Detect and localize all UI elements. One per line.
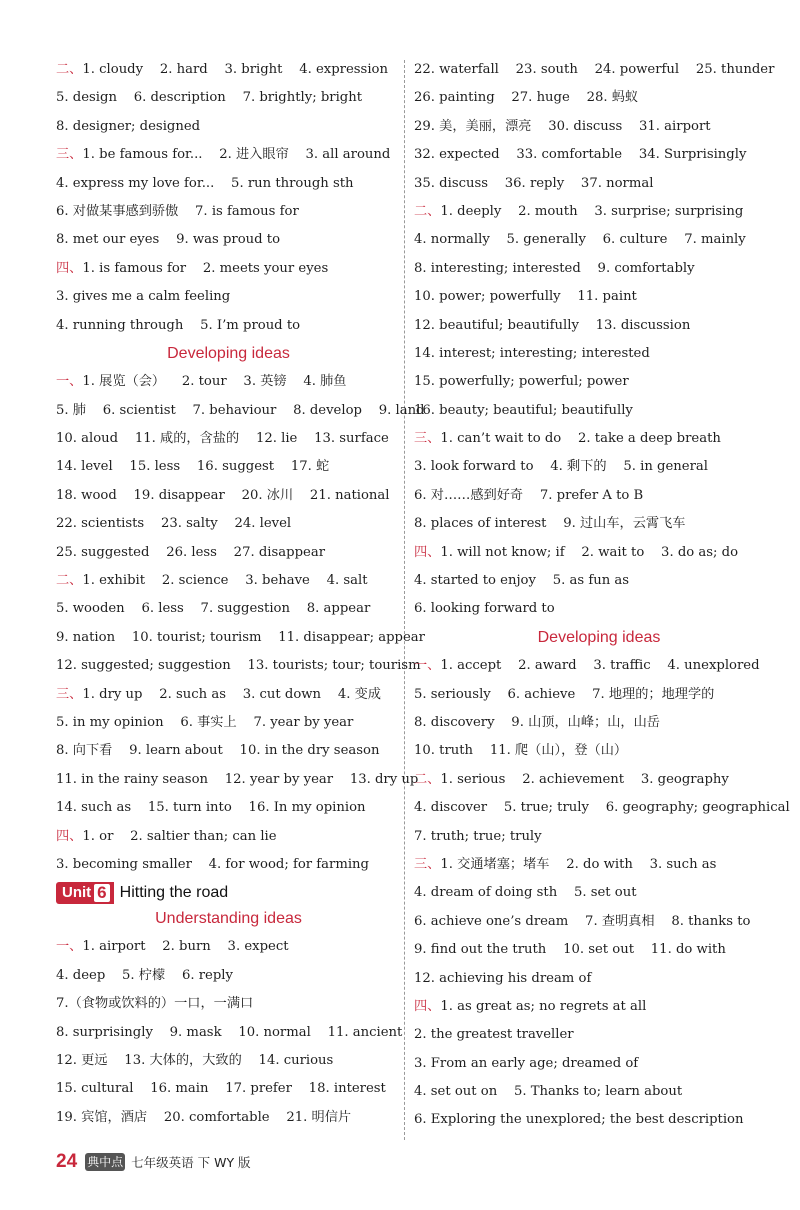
unit-number: 6 [94,884,109,902]
answer-block-right-bottom [414,652,790,1135]
answer-text: 12. 更远 13. 大体的，大致的 14. curious [56,1052,334,1068]
answer-line [56,453,401,481]
answer-text: 1. 交通堵塞；堵车 2. do with 3. such as [440,856,717,872]
unit-header [56,881,401,905]
answer-text: 22. scientists 23. salty 24. level [56,516,292,532]
section-marker: 二、 [56,62,83,77]
answer-text: 9. nation 10. tourist; tourism 11. disappear; appear [56,629,425,645]
answer-block-left-bottom [56,933,401,1132]
unit-title: Hitting the road [119,884,229,902]
answer-line [414,936,784,964]
right-column [414,56,790,1135]
section-marker: 三、 [414,856,441,872]
answer-line [56,1019,401,1047]
answer-line [56,1075,401,1103]
answer-text: 1. serious 2. achievement 3. geography [440,771,729,787]
answer-line [56,595,401,623]
answer-text: 22. waterfall 23. south 24. powerful 25. thunder [414,62,775,77]
answer-line [414,1050,784,1078]
section-marker: 四、 [414,998,441,1014]
column-divider [404,60,405,1140]
answer-text: 8. places of interest 9. 过山车，云霄飞车 [414,516,686,532]
answer-line [56,962,401,990]
answer-line [56,312,401,340]
answer-line [414,879,784,907]
section-marker: 二、 [56,573,83,589]
section-heading-developing-ideas-right: Developing ideas [537,628,661,646]
answer-line [414,1078,784,1106]
answer-text: 1. airport 2. burn 3. expect [82,939,289,955]
book-info: 七年级英语 下 WY 版 [131,1155,251,1170]
answer-text: 6. Exploring the unexplored; the best description [414,1112,744,1128]
answer-line [414,84,784,112]
answer-line [56,766,419,794]
page-number: 24 [56,1151,78,1172]
answer-text: 6. 对……感到好奇 7. prefer A to B [414,487,644,503]
section-heading-understanding-ideas: Understanding ideas [155,910,302,928]
answer-line [414,453,784,481]
answer-line [414,908,784,936]
answer-line [56,933,401,961]
answer-line [414,1021,784,1049]
answer-text: 15. powerfully; powerful; power [414,374,629,390]
answer-line [414,198,784,226]
answer-text: 1. can’t wait to do 2. take a deep breath [440,431,721,447]
answer-line [414,965,784,993]
answer-line [414,595,784,623]
section-marker: 四、 [414,544,441,560]
answer-text: 4. started to enjoy 5. as fun as [414,573,630,589]
answer-text: 11. in the rainy season 12. year by year 13. dry up [56,771,419,787]
answer-line [56,283,401,311]
section-marker: 二、 [414,203,441,219]
answer-block-left-mid [56,368,425,879]
left-column [56,56,425,1132]
answer-line [414,681,784,709]
answer-text: 7. truth; true; truly [414,828,542,844]
answer-line [56,624,425,652]
answer-text: 6. looking forward to [414,601,555,617]
answer-line [414,255,784,283]
answer-text: 14. interest; interesting; interested [414,345,650,361]
answer-text: 4. discover 5. true; truly 6. geography; geographical [414,800,790,816]
answer-line [414,1106,784,1134]
section-marker: 一、 [56,374,83,390]
answer-text: 3. look forward to 4. 剩下的 5. in general [414,459,708,475]
answer-text: 25. suggested 26. less 27. disappear [56,544,325,560]
answer-text: 4. express my love for... 5. run through sth [56,175,354,191]
answer-text: 14. level 15. less 16. suggest 17. 蛇 [56,459,330,475]
answer-line [414,482,784,510]
answer-line [56,1104,401,1132]
answer-text: 3. gives me a calm feeling [56,289,231,305]
answer-text: 29. 美，美丽，漂亮 30. discuss 31. airport [414,118,711,134]
section-heading-developing-ideas-left: Developing ideas [167,344,290,362]
answer-line [414,766,784,794]
answer-text: 3. From an early age; dreamed of [414,1055,639,1071]
answer-line [414,283,784,311]
answer-line [414,737,784,765]
answer-text: 19. 宾馆，酒店 20. comfortable 21. 明信片 [56,1109,352,1125]
answer-line [56,84,401,112]
section-marker: 三、 [414,431,441,447]
answer-line [414,113,784,141]
answer-text: 1. exhibit 2. science 3. behave 4. salt [82,573,368,589]
answer-line [56,56,401,84]
answer-line [414,851,784,879]
answer-text: 5. 肺 6. scientist 7. behaviour 8. develop 9. land [56,402,425,418]
answer-line [56,1047,401,1075]
unit-badge [56,882,114,904]
answer-text: 35. discuss 36. reply 37. normal [414,175,654,191]
answer-text: 5. design 6. description 7. brightly; bright [56,90,363,106]
answer-line [414,993,784,1021]
answer-line [56,255,401,283]
answer-text: 1. accept 2. award 3. traffic 4. unexplored [440,658,760,674]
answer-line [414,170,784,198]
answer-line [56,510,401,538]
answer-text: 1. is famous for 2. meets your eyes [82,260,329,276]
answer-text: 10. truth 11. 爬（山），登（山） [414,743,628,759]
answer-line [414,510,784,538]
answer-line [414,56,784,84]
answer-text: 10. power; powerfully 11. paint [414,289,637,305]
answer-text: 15. cultural 16. main 17. prefer 18. interest [56,1081,386,1097]
section-marker: 四、 [56,260,83,276]
answer-line [56,141,401,169]
answer-text: 8. interesting; interested 9. comfortably [414,260,695,276]
section-marker: 三、 [56,147,83,163]
answer-line [56,539,401,567]
answer-text: 12. suggested; suggestion 13. tourists; tour; tourism [56,658,421,674]
section-marker: 二、 [414,771,441,787]
answer-text: 5. in my opinion 6. 事实上 7. year by year [56,714,354,730]
answer-line [56,567,401,595]
answer-text: 1. or 2. saltier than; can lie [82,828,277,844]
answer-line [56,709,401,737]
answer-line [56,681,401,709]
answer-line [56,368,401,396]
answer-text: 3. becoming smaller 4. for wood; for farming [56,856,369,872]
section-marker: 三、 [56,686,83,702]
answer-line [414,226,784,254]
answer-block-right-top [414,56,784,624]
answer-line [414,539,784,567]
answer-block-left-top [56,56,401,340]
publisher-logo: 典中点 [87,1155,124,1169]
answer-text: 12. beautiful; beautifully 13. discussion [414,317,691,333]
answer-line [56,851,401,879]
answer-text: 1. be famous for... 2. 进入眼帘 3. all around [82,147,391,163]
answer-text: 8. met our eyes 9. was proud to [56,232,281,248]
answer-line [56,990,401,1018]
answer-line [414,397,784,425]
answer-line [56,397,425,425]
answer-line [414,709,784,737]
answer-text: 5. wooden 6. less 7. suggestion 8. appear [56,601,371,617]
answer-text: 1. will not know; if 2. wait to 3. do as; do [440,544,739,560]
answer-line [56,113,401,141]
page-footer [56,1150,251,1174]
answer-line [56,226,401,254]
answer-text: 8. surprisingly 9. mask 10. normal 11. ancient [56,1024,403,1040]
answer-text: 16. beauty; beautiful; beautifully [414,402,633,418]
answer-text: 32. expected 33. comfortable 34. Surprisingly [414,147,747,163]
answer-text: 26. painting 27. huge 28. 蚂蚁 [414,90,639,106]
answer-text: 4. normally 5. generally 6. culture 7. mainly [414,232,746,248]
answer-line [56,482,401,510]
answer-line [414,652,784,680]
answer-line [56,652,421,680]
answer-line [414,794,790,822]
answer-line [414,567,784,595]
answer-text: 4. running through 5. I’m proud to [56,317,301,333]
answer-line [414,368,784,396]
answer-line [414,141,784,169]
answer-text: 1. cloudy 2. hard 3. bright 4. expression [82,62,388,77]
answer-line [56,425,401,453]
answer-text: 4. set out on 5. Thanks to; learn about [414,1084,683,1100]
section-marker: 一、 [414,658,441,674]
answer-line [414,823,784,851]
answer-text: 8. 向下看 9. learn about 10. in the dry season [56,743,380,759]
answer-text: 5. seriously 6. achieve 7. 地理的；地理学的 [414,686,715,702]
answer-line [414,312,784,340]
answer-text: 2. the greatest traveller [414,1027,574,1043]
answer-line [56,823,401,851]
section-marker: 一、 [56,939,83,955]
answer-text: 6. achieve one’s dream 7. 查明真相 8. thanks to [414,913,751,929]
answer-line [414,425,784,453]
answer-text: 8. designer; designed [56,118,201,134]
answer-line [56,198,401,226]
answer-text: 6. 对做某事感到骄傲 7. is famous for [56,203,299,219]
answer-text: 1. dry up 2. such as 3. cut down 4. 变成 [82,686,381,702]
answer-text: 18. wood 19. disappear 20. 冰川 21. national [56,487,390,503]
answer-text: 1. deeply 2. mouth 3. surprise; surprising [440,203,744,219]
answer-text: 7.（食物或饮料的）一口，一满口 [56,996,254,1012]
answer-text: 1. 展览（会） 2. tour 3. 英镑 4. 肺鱼 [82,374,347,390]
answer-text: 12. achieving his dream of [414,970,592,986]
answer-text: 1. as great as; no regrets at all [440,998,647,1014]
section-marker: 四、 [56,828,83,844]
answer-text: 8. discovery 9. 山顶，山峰；山，山岳 [414,714,660,730]
answer-text: 4. dream of doing sth 5. set out [414,885,637,901]
answer-text: 9. find out the truth 10. set out 11. do with [414,942,726,958]
answer-line [56,170,401,198]
unit-label: Unit [62,884,92,902]
answer-line [56,737,401,765]
answer-text: 14. such as 15. turn into 16. In my opinion [56,800,366,816]
answer-line [414,340,784,368]
answer-text: 4. deep 5. 柠檬 6. reply [56,967,233,983]
answer-text: 10. aloud 11. 咸的，含盐的 12. lie 13. surface [56,431,389,447]
answer-line [56,794,401,822]
